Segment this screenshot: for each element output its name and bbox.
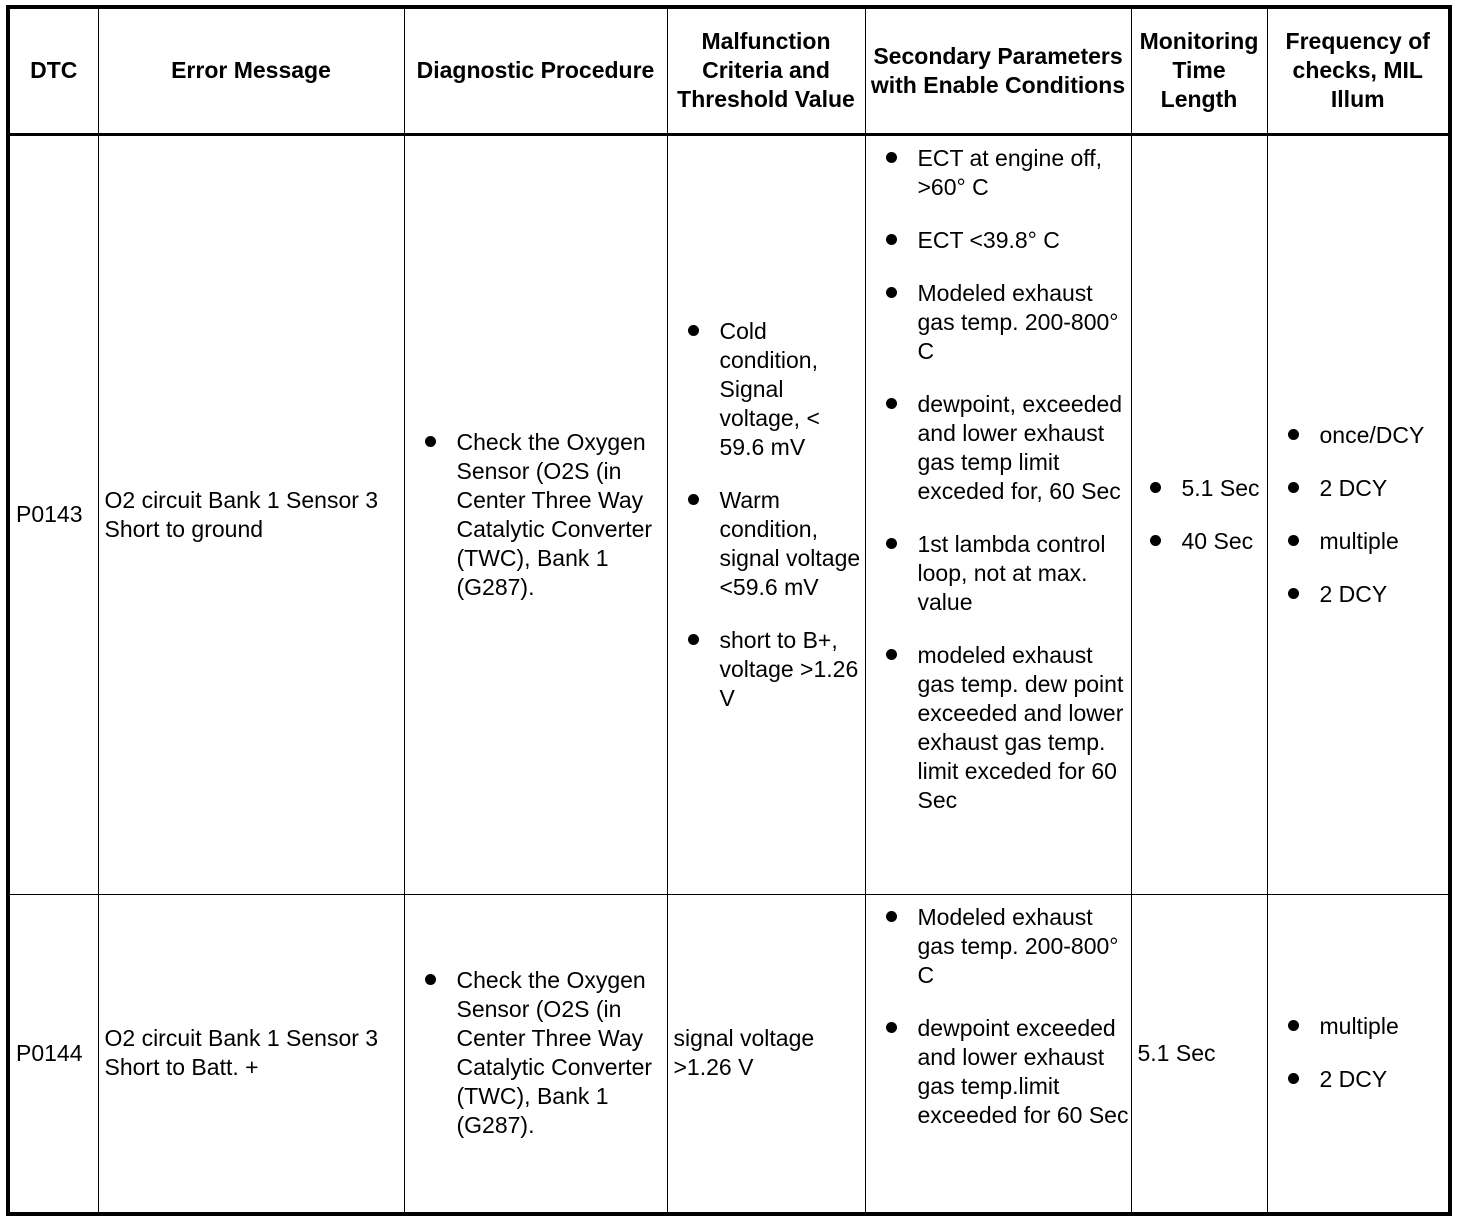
bullet-icon bbox=[425, 974, 436, 985]
cell-diagnostic-procedure bbox=[404, 894, 667, 1214]
cell-dtc: P0144 bbox=[8, 894, 98, 1214]
bullet-icon bbox=[886, 911, 897, 922]
list-item: 2 DCY bbox=[1288, 474, 1449, 503]
header-frequency: Frequency of checks, MIL Illum bbox=[1267, 7, 1450, 134]
list-item: Modeled exhaust gas temp. 200-800° C bbox=[886, 903, 1131, 990]
header-secondary-parameters: Secondary Parameters with Enable Conditions bbox=[865, 7, 1131, 134]
header-monitoring-time: Monitoring Time Length bbox=[1131, 7, 1267, 134]
cell-monitoring-time: 5.1 Sec bbox=[1131, 894, 1267, 1214]
header-diagnostic-procedure: Diagnostic Procedure bbox=[404, 7, 667, 134]
cell-diagnostic-procedure bbox=[404, 134, 667, 894]
header-row bbox=[8, 7, 1450, 134]
bullet-icon bbox=[688, 634, 699, 645]
bullet-icon bbox=[1288, 535, 1299, 546]
list-item: 2 DCY bbox=[1288, 580, 1449, 609]
list-item: Modeled exhaust gas temp. 200-800° C bbox=[886, 279, 1131, 366]
bullet-icon bbox=[886, 1022, 897, 1033]
cell-monitoring-time bbox=[1131, 134, 1267, 894]
list-item: Check the Oxygen Sensor (O2S (in Center Three Way Catalytic Converter (TWC), Bank 1 (G287). bbox=[425, 428, 667, 602]
bullet-icon bbox=[886, 152, 897, 163]
cell-secondary-parameters bbox=[865, 894, 1131, 1214]
list-item: modeled exhaust gas temp. dew point exceeded and lower exhaust gas temp. limit exceded for 60 Sec bbox=[886, 641, 1131, 815]
bullet-icon bbox=[425, 436, 436, 447]
list-item: 40 Sec bbox=[1150, 527, 1267, 556]
cell-frequency bbox=[1267, 894, 1450, 1214]
cell-secondary-parameters bbox=[865, 134, 1131, 894]
list-item: dewpoint exceeded and lower exhaust gas temp.limit exceeded for 60 Sec bbox=[886, 1014, 1131, 1130]
bullet-icon bbox=[1288, 482, 1299, 493]
list-item: short to B+, voltage >1.26 V bbox=[688, 626, 865, 713]
bullet-icon bbox=[886, 398, 897, 409]
table-row bbox=[8, 894, 1450, 1214]
list-item: ECT at engine off, >60° C bbox=[886, 144, 1131, 202]
bullet-icon bbox=[1150, 535, 1161, 546]
cell-malfunction-criteria: signal voltage >1.26 V bbox=[667, 894, 865, 1214]
bullet-icon bbox=[886, 287, 897, 298]
list-item: Check the Oxygen Sensor (O2S (in Center Three Way Catalytic Converter (TWC), Bank 1 (G287). bbox=[425, 966, 667, 1140]
bullet-icon bbox=[886, 234, 897, 245]
bullet-icon bbox=[886, 649, 897, 660]
bullet-icon bbox=[886, 538, 897, 549]
bullet-icon bbox=[688, 494, 699, 505]
list-item: once/DCY bbox=[1288, 421, 1449, 450]
dtc-table bbox=[6, 5, 1452, 1216]
list-item: dewpoint, exceeded and lower exhaust gas temp limit exceded for, 60 Sec bbox=[886, 390, 1131, 506]
header-error-message: Error Message bbox=[98, 7, 404, 134]
list-item: 2 DCY bbox=[1288, 1065, 1449, 1094]
header-dtc: DTC bbox=[8, 7, 98, 134]
cell-dtc: P0143 bbox=[8, 134, 98, 894]
cell-error-message: O2 circuit Bank 1 Sensor 3 Short to Batt. + bbox=[98, 894, 404, 1214]
bullet-icon bbox=[1288, 1073, 1299, 1084]
list-item: multiple bbox=[1288, 1012, 1449, 1041]
bullet-icon bbox=[1288, 588, 1299, 599]
cell-error-message: O2 circuit Bank 1 Sensor 3 Short to ground bbox=[98, 134, 404, 894]
bullet-icon bbox=[1288, 1020, 1299, 1031]
list-item: ECT <39.8° C bbox=[886, 226, 1131, 255]
bullet-icon bbox=[1288, 429, 1299, 440]
list-item: 5.1 Sec bbox=[1150, 474, 1267, 503]
list-item: 1st lambda control loop, not at max. value bbox=[886, 530, 1131, 617]
bullet-icon bbox=[688, 325, 699, 336]
list-item: multiple bbox=[1288, 527, 1449, 556]
bullet-icon bbox=[1150, 482, 1161, 493]
cell-frequency bbox=[1267, 134, 1450, 894]
table-row bbox=[8, 134, 1450, 894]
header-malfunction-criteria: Malfunction Criteria and Threshold Value bbox=[667, 7, 865, 134]
cell-malfunction-criteria bbox=[667, 134, 865, 894]
list-item: Cold condition, Signal voltage, < 59.6 mV bbox=[688, 317, 865, 462]
list-item: Warm condition, signal voltage <59.6 mV bbox=[688, 486, 865, 602]
